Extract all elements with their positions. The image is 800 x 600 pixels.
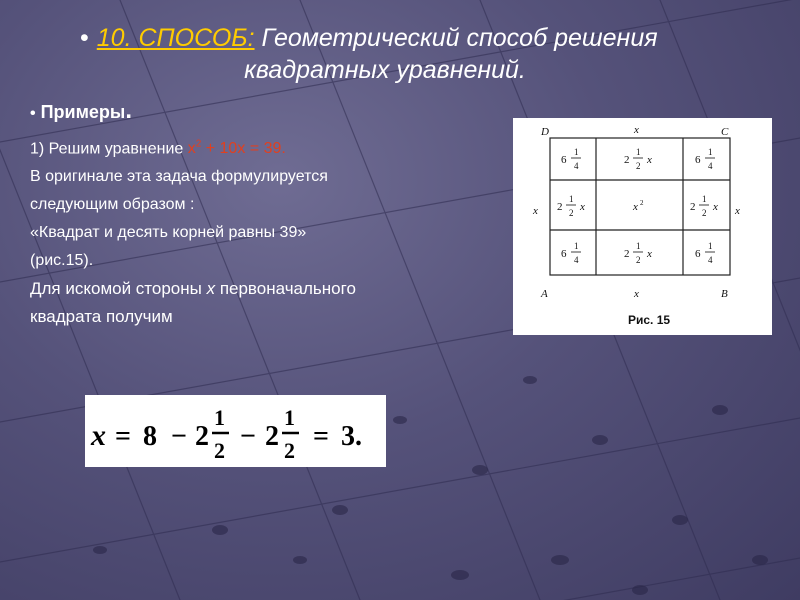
side-x-bottom: x <box>634 288 639 300</box>
slide-title <box>80 22 770 86</box>
cell-whole: 6 <box>695 154 701 166</box>
examples-bullet: • <box>30 105 36 122</box>
cell-num: 1 <box>574 147 579 157</box>
text-line-5: (рис.15). <box>30 252 94 270</box>
cell-whole: 2 <box>690 201 696 213</box>
formula-two-2: 2 <box>265 421 279 452</box>
cell-top-right <box>695 147 715 171</box>
cell-top-middle <box>624 147 652 171</box>
cell-center-exp: 2 <box>640 199 644 207</box>
formula-eight: 8 <box>143 421 157 452</box>
cell-den: 4 <box>574 255 579 265</box>
cell-den: 2 <box>569 208 574 218</box>
cell-whole: 6 <box>561 248 567 260</box>
title-method-number: 10. СПОСОБ: <box>96 24 255 52</box>
title-text-line1: Геометрический способ решения <box>254 24 658 52</box>
corner-c: C <box>721 126 729 138</box>
side-x-top: x <box>634 124 639 136</box>
formula-minus-1: − <box>171 421 187 452</box>
formula-minus-2: − <box>240 421 256 452</box>
cell-middle-right <box>690 194 718 218</box>
text-line-1-prefix: 1) Решим уравнение <box>30 140 188 158</box>
equation-rest: + 10x = 39. <box>201 140 286 158</box>
cell-num: 1 <box>708 147 713 157</box>
cell-bottom-left <box>561 241 581 265</box>
corner-d: D <box>541 126 549 138</box>
cell-x: x <box>647 154 652 166</box>
side-x-right: x <box>735 205 740 217</box>
cell-whole: 6 <box>561 154 567 166</box>
cell-num: 1 <box>636 147 641 157</box>
cell-x: x <box>580 201 585 213</box>
formula-equals: = <box>115 421 131 452</box>
cell-den: 4 <box>708 255 713 265</box>
cell-x: x <box>713 201 718 213</box>
cell-center-x: x <box>633 201 638 213</box>
title-text-line2: квадратных уравнений. <box>244 56 526 84</box>
text-line-6-b: первоначального <box>215 279 356 299</box>
examples-period: . <box>125 97 132 124</box>
title-bullet: • <box>80 24 89 52</box>
cell-bottom-right <box>695 241 715 265</box>
formula-den-2: 2 <box>284 438 295 463</box>
cell-whole: 6 <box>695 248 701 260</box>
formula-den-1: 2 <box>214 438 225 463</box>
formula-drawing <box>85 395 386 467</box>
formula-answer <box>85 395 386 467</box>
cell-top-left <box>561 147 581 171</box>
equation-exponent: 2 <box>195 139 202 150</box>
formula-num-1: 1 <box>214 405 225 430</box>
examples-heading <box>30 97 500 125</box>
figure-15 <box>513 118 772 335</box>
cell-num: 1 <box>708 241 713 251</box>
side-x-left: x <box>533 205 538 217</box>
cell-num: 1 <box>636 241 641 251</box>
cell-num: 1 <box>569 194 574 204</box>
text-line-1 <box>30 131 500 163</box>
cell-den: 4 <box>574 161 579 171</box>
text-line-3: следующим образом : <box>30 196 195 214</box>
text-line-6-a: Для искомой стороны <box>30 279 207 299</box>
cell-whole: 2 <box>557 201 563 213</box>
cell-middle-left <box>557 194 585 218</box>
text-line-6 <box>30 275 500 303</box>
text-line-6-x: x <box>206 279 216 299</box>
text-line-4: «Квадрат и десять корней равны 39» <box>30 224 307 242</box>
text-line-2: В оригинале эта задача формулируется <box>30 168 328 186</box>
equation <box>188 140 286 157</box>
cell-den: 2 <box>636 161 641 171</box>
text-line-7: квадрата получим <box>30 307 173 327</box>
cell-num: 1 <box>702 194 707 204</box>
formula-result: 3. <box>341 421 362 452</box>
cell-center <box>632 199 644 213</box>
body-text <box>30 97 500 331</box>
figure-caption: Рис. 15 <box>628 313 671 327</box>
corner-b: B <box>721 288 728 300</box>
equation-x: x <box>187 140 196 158</box>
cell-bottom-middle <box>624 241 652 265</box>
figure-15-drawing <box>513 118 772 335</box>
formula-x: x <box>91 419 106 452</box>
examples-label: Примеры <box>35 102 126 122</box>
cell-whole: 2 <box>624 248 630 260</box>
formula-two-1: 2 <box>195 421 209 452</box>
cell-den: 2 <box>702 208 707 218</box>
formula-equals-2: = <box>313 421 329 452</box>
cell-den: 4 <box>708 161 713 171</box>
corner-a: A <box>541 288 548 300</box>
cell-den: 2 <box>636 255 641 265</box>
cell-num: 1 <box>574 241 579 251</box>
cell-whole: 2 <box>624 154 630 166</box>
cell-x: x <box>647 248 652 260</box>
formula-num-2: 1 <box>284 405 295 430</box>
